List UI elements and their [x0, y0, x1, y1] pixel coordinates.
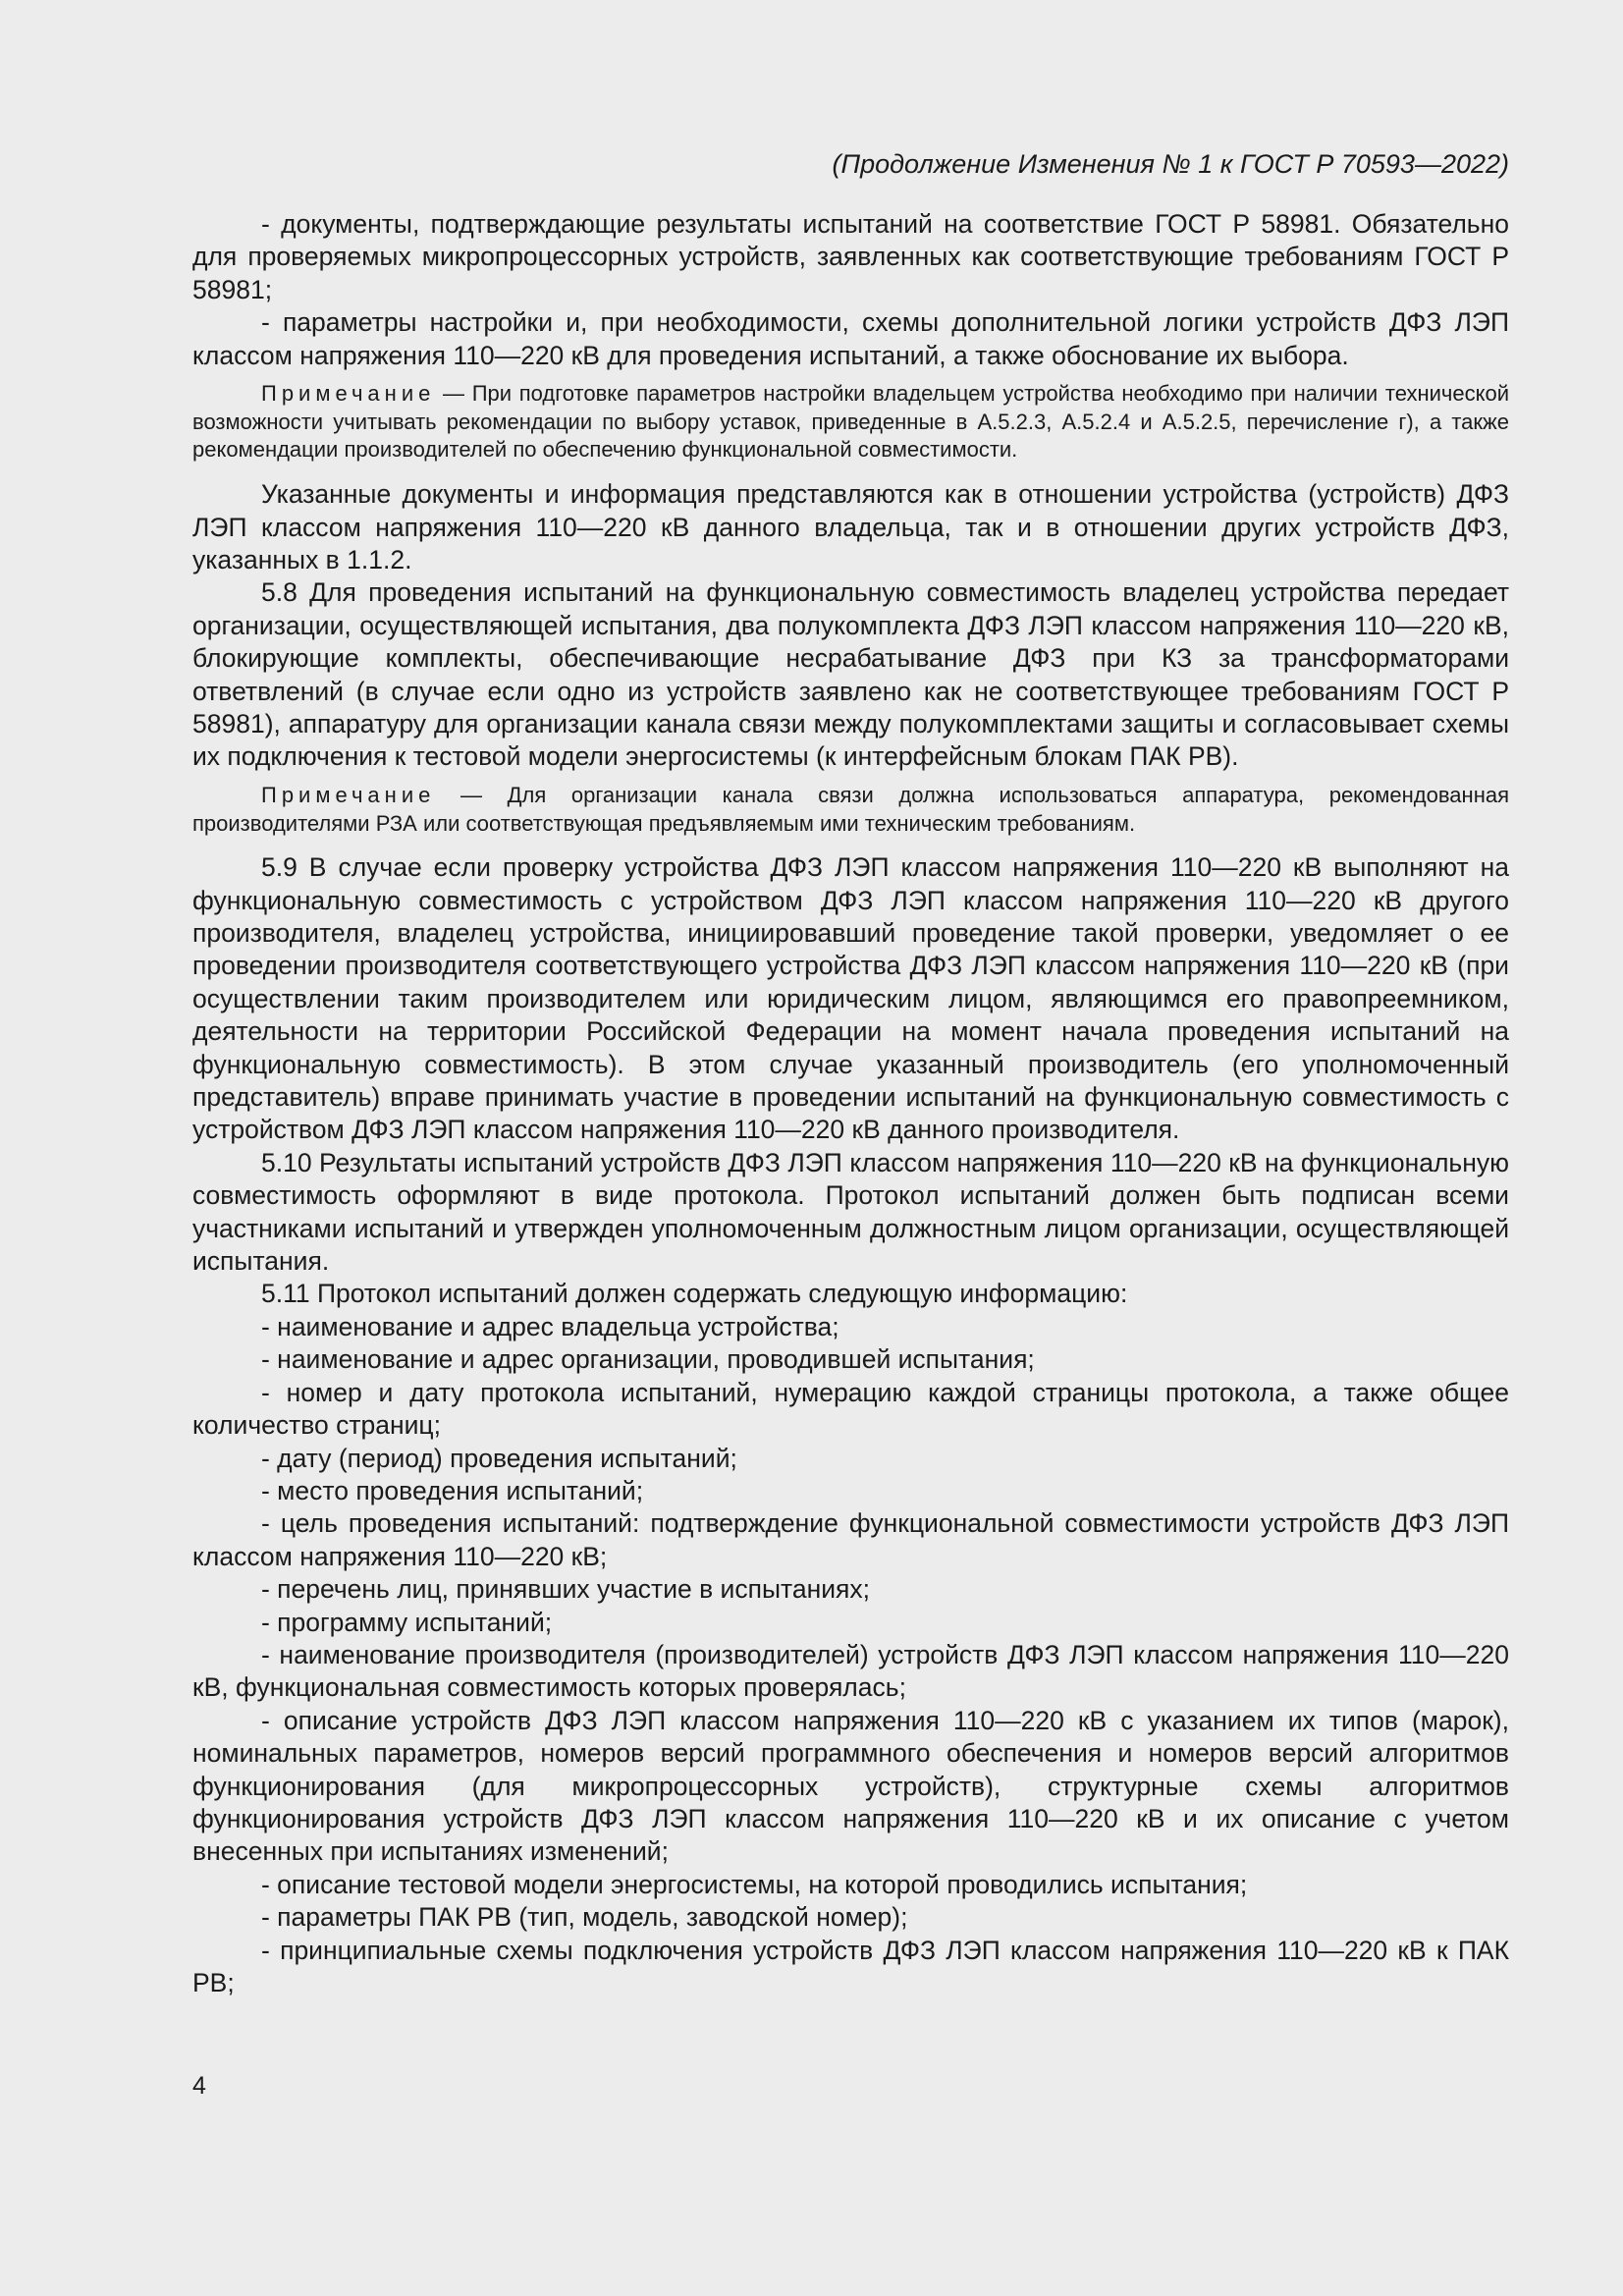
- list-item: - принципиальные схемы подключения устройств ДФЗ ЛЭП классом напряжения 110—220 кВ к ПАК РВ;: [192, 1935, 1509, 1998]
- page-header: (Продолжение Изменения № 1 к ГОСТ Р 70593—2022): [832, 149, 1509, 179]
- list-item: - наименование и адрес владельца устройства;: [261, 1311, 839, 1341]
- list-item: - наименование производителя (производителей) устройств ДФЗ ЛЭП классом напряжения 110—220 кВ, функциональная совместимость которых проверялась;: [192, 1639, 1509, 1703]
- paragraph: - параметры настройки и, при необходимости, схемы дополнительной логики устройств ДФЗ ЛЭП классом напряжения 110—220 кВ для проведения испытаний, а также обоснование их выбора.: [192, 307, 1509, 370]
- paragraph: - документы, подтверждающие результаты испытаний на соответствие ГОСТ Р 58981. Обязательно для проверяемых микропроцессорных устройств, заявленных как соответствующие требованиям ГОСТ Р 58981;: [192, 209, 1509, 304]
- list-item: - цель проведения испытаний: подтверждение функциональной совместимости устройств ДФЗ ЛЭП классом напряжения 110—220 кВ;: [192, 1508, 1509, 1571]
- list-item: - наименование и адрес организации, проводившей испытания;: [261, 1344, 1035, 1375]
- note-label: Примечание: [261, 381, 436, 407]
- section-5-9: 5.9 В случае если проверку устройства ДФЗ ЛЭП классом напряжения 110—220 кВ выполняют на функциональную совместимость с устройством ДФЗ ЛЭП классом напряжения 110—220 кВ другого производителя, владелец устройства, инициировавший проведение такой проверки, уведомляет о ее проведении производителя соответствующего устройства ДФЗ ЛЭП классом напряжения 110—220 кВ (при осуществлении таким производителем или юридическим лицом, являющимся его правопреемником, деятельности на территории Российской Федерации на момент начала проведения испытаний на функциональную совместимость). В этом случае указанный производитель (его уполномоченный представитель) вправе принимать участие в проведении испытаний на функциональную совместимость с устройством ДФЗ ЛЭП классом напряжения 110—220 кВ данного производителя.: [192, 852, 1509, 1145]
- list-item: - номер и дату протокола испытаний, нумерацию каждой страницы протокола, а также общее количество страниц;: [192, 1377, 1509, 1441]
- section-5-11: 5.11 Протокол испытаний должен содержать следующую информацию:: [261, 1279, 1128, 1309]
- list-item: - место проведения испытаний;: [261, 1475, 644, 1505]
- list-item: - описание устройств ДФЗ ЛЭП классом напряжения 110—220 кВ с указанием их типов (марок), номинальных параметров, номеров версий программного обеспечения и номеров версий алгоритмов функционирования (для микропроцессорных устройств), структурные схемы алгоритмов функционирования устройств ДФЗ ЛЭП классом напряжения 110—220 кВ и их описание с учетом внесенных при испытаниях изменений;: [192, 1705, 1509, 1867]
- page-number: 4: [192, 2072, 206, 2100]
- note-text: — Для организации канала связи должна использоваться аппаратура, рекомендованная производителями РЗА или соответствующая предъявляемым ими техническим требованиям.: [192, 782, 1509, 836]
- paragraph: Указанные документы и информация представляются как в отношении устройства (устройств) ДФЗ ЛЭП классом напряжения 110—220 кВ данного владельца, так и в отношении других устройств ДФЗ, указанных в 1.1.2.: [192, 479, 1509, 574]
- list-item: - перечень лиц, принявших участие в испытаниях;: [261, 1574, 870, 1605]
- section-5-8: 5.8 Для проведения испытаний на функциональную совместимость владелец устройства передает организации, осуществляющей испытания, два полукомплекта ДФЗ ЛЭП классом напряжения 110—220 кВ, блокирующие комплекты, обеспечивающие несрабатывание ДФЗ при КЗ за трансформаторами ответвлений (в случае если одно из устройств заявлено как не соответствующее требованиям ГОСТ Р 58981), аппаратуру для организации канала связи между полукомплектами защиты и согласовывает схемы их подключения к тестовой модели энергосистемы (к интерфейсным блокам ПАК РВ).: [192, 577, 1509, 772]
- note: [192, 782, 1509, 838]
- note-text: — При подготовке параметров настройки владельцем устройства необходимо при наличии технической возможности учитывать рекомендации по выбору уставок, приведенные в А.5.2.3, А.5.2.4 и А.5.2.5, перечисление г), а также рекомендации производителей по обеспечению функциональной совместимости.: [192, 381, 1509, 463]
- note-label: Примечание: [261, 782, 436, 807]
- list-item: - программу испытаний;: [261, 1607, 553, 1637]
- section-5-10: 5.10 Результаты испытаний устройств ДФЗ ЛЭП классом напряжения 110—220 кВ на функциональную совместимость оформляют в виде протокола. Протокол испытаний должен быть подписан всеми участниками испытаний и утвержден уполномоченным должностным лицом организации, осуществляющей испытания.: [192, 1147, 1509, 1277]
- note: [192, 380, 1509, 465]
- list-item: - описание тестовой модели энергосистемы, на которой проводились испытания;: [261, 1869, 1248, 1899]
- list-item: - параметры ПАК РВ (тип, модель, заводской номер);: [261, 1902, 908, 1933]
- list-item: - дату (период) проведения испытаний;: [261, 1443, 737, 1473]
- document-body: [192, 208, 1509, 1999]
